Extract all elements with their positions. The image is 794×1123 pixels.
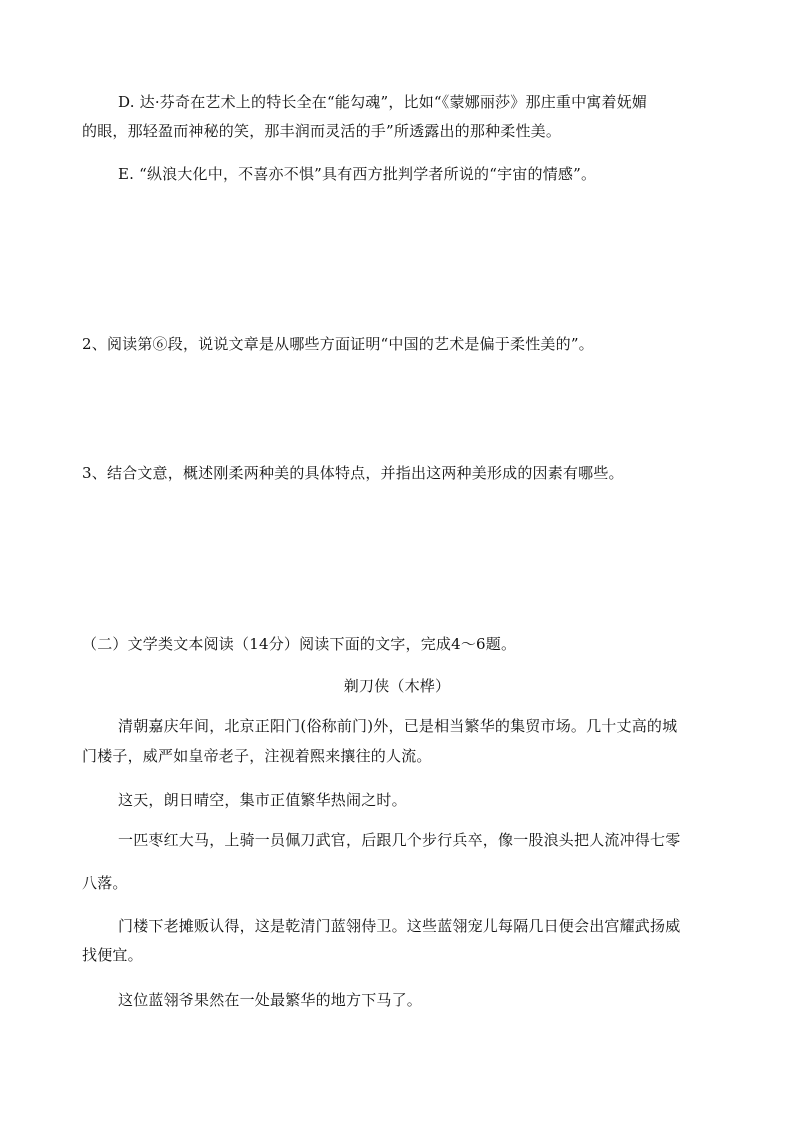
option-d-line-1: D. 达·芬奇在艺术上的特长全在“能勾魂”，比如“《蒙娜丽莎》那庄重中寓着妩媚 (118, 93, 648, 111)
story-paragraph-4-line-1: 门楼下老摊贩认得，这是乾清门蓝翎侍卫。这些蓝翎宠儿每隔几日便会出宫耀武扬威 (118, 917, 681, 935)
story-paragraph-1-line-2: 门楼子，威严如皇帝老子，注视着熙来攘往的人流。 (82, 747, 432, 765)
story-paragraph-1-line-1: 清朝嘉庆年间，北京正阳门(俗称前门)外，已是相当繁华的集贸市场。几十丈高的城 (118, 717, 678, 735)
option-e-line-1: E. “纵浪大化中，不喜亦不惧”具有西方批判学者所说的“宇宙的情感”。 (118, 165, 597, 183)
story-paragraph-3-line-1: 一匹枣红大马，上骑一员佩刀武官，后跟几个步行兵卒，像一股浪头把人流冲得七零 (118, 831, 681, 849)
question-2: 2、阅读第⑥段，说说文章是从哪些方面证明“中国的艺术是偏于柔性美的”。 (82, 335, 594, 353)
question-3: 3、结合文意，概述刚柔两种美的具体特点，并指出这两种美形成的因素有哪些。 (82, 464, 624, 482)
story-paragraph-4-line-2: 找便宜。 (82, 946, 143, 964)
option-d-line-2: 的眼，那轻盈而神秘的笑，那丰润而灵活的手”所透露出的那种柔性美。 (82, 122, 562, 140)
section-heading: （二）文学类文本阅读（14分）阅读下面的文字，完成4～6题。 (82, 635, 517, 653)
story-paragraph-2: 这天，朗日晴空，集市正值繁华热闹之时。 (118, 791, 407, 809)
story-paragraph-3-line-2: 八落。 (82, 874, 128, 892)
story-title: 剃刀侠（木桦） (343, 677, 451, 695)
story-paragraph-5: 这位蓝翎爷果然在一处最繁华的地方下马了。 (118, 991, 423, 1009)
